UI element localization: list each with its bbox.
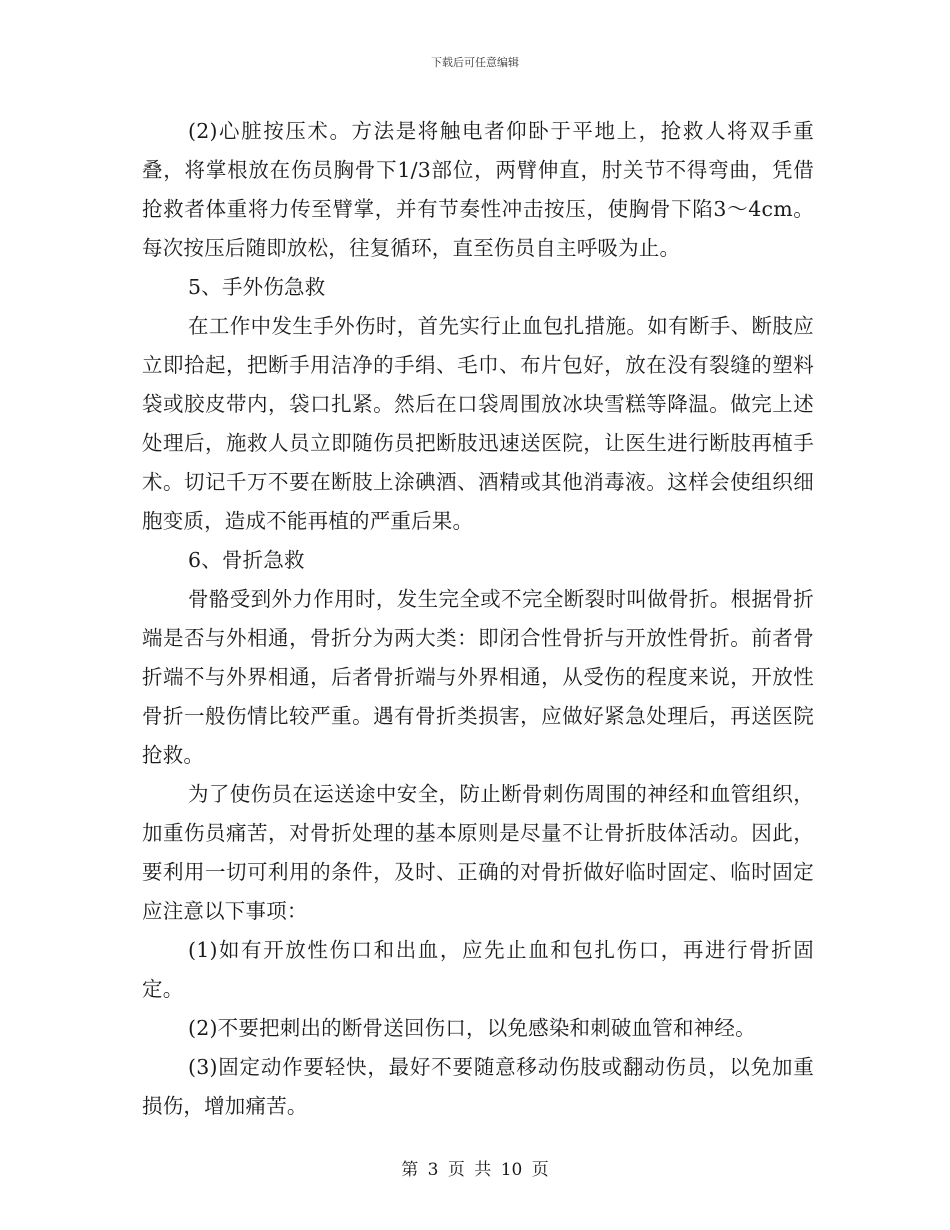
list-item-open-wound: (1)如有开放性伤口和出血，应先止血和包扎伤口，再进行骨折固定。 — [142, 938, 814, 1001]
page-header: 下载后可任意编辑 — [431, 56, 519, 69]
document-body — [142, 112, 814, 1126]
page-number: 第 3 页 共 10 页 — [401, 1160, 549, 1180]
heading-fracture-first-aid: 6、骨折急救 — [188, 548, 305, 572]
paragraph-cardiac-compression: (2)心脏按压术。方法是将触电者仰卧于平地上，抢救人将双手重叠，将掌根放在伤员胸骨下1/3部位，两臂伸直，肘关节不得弯曲，凭借抢救者体重将力传至臂掌，并有节奏性冲击按压，使胸骨下陷3～4cm。每次按压后随即放松，往复循环，直至伤员自主呼吸为止。 — [142, 119, 814, 260]
paragraph-hand-injury: 在工作中发生手外伤时，首先实行止血包扎措施。如有断手、断肢应立即拾起，把断手用洁净的手绢、毛巾、布片包好，放在没有裂缝的塑料袋或胶皮带内，袋口扎紧。然后在口袋周围放冰块雪糕等降温。做完上述处理后，施救人员立即随伤员把断肢迅速送医院，让医生进行断肢再植手术。切记千万不要在断肢上涂碘酒、酒精或其他消毒液。这样会使组织细胞变质，造成不能再植的严重后果。 — [142, 314, 814, 533]
paragraph-fracture-definition: 骨骼受到外力作用时，发生完全或不完全断裂时叫做骨折。根据骨折端是否与外相通，骨折分为两大类：即闭合性骨折与开放性骨折。前者骨折端不与外界相通，后者骨折端与外界相通，从受伤的程度来说，开放性骨折一般伤情比较严重。遇有骨折类损害，应做好紧急处理后，再送医院抢救。 — [142, 587, 814, 767]
heading-hand-injury-first-aid: 5、手外伤急救 — [188, 275, 326, 299]
paragraph-fracture-principles: 为了使伤员在运送途中安全，防止断骨刺伤周围的神经和血管组织，加重伤员痛苦，对骨折处理的基本原则是尽量不让骨折肢体活动。因此，要利用一切可利用的条件，及时、正确的对骨折做好临时固定、临时固定应注意以下事项： — [142, 782, 814, 923]
list-item-no-reinsertion: (2)不要把刺出的断骨送回伤口，以免感染和刺破血管和神经。 — [188, 1016, 756, 1040]
list-item-gentle-fixation: (3)固定动作要轻快，最好不要随意移动伤肢或翻动伤员，以免加重损伤，增加痛苦。 — [142, 1055, 814, 1118]
